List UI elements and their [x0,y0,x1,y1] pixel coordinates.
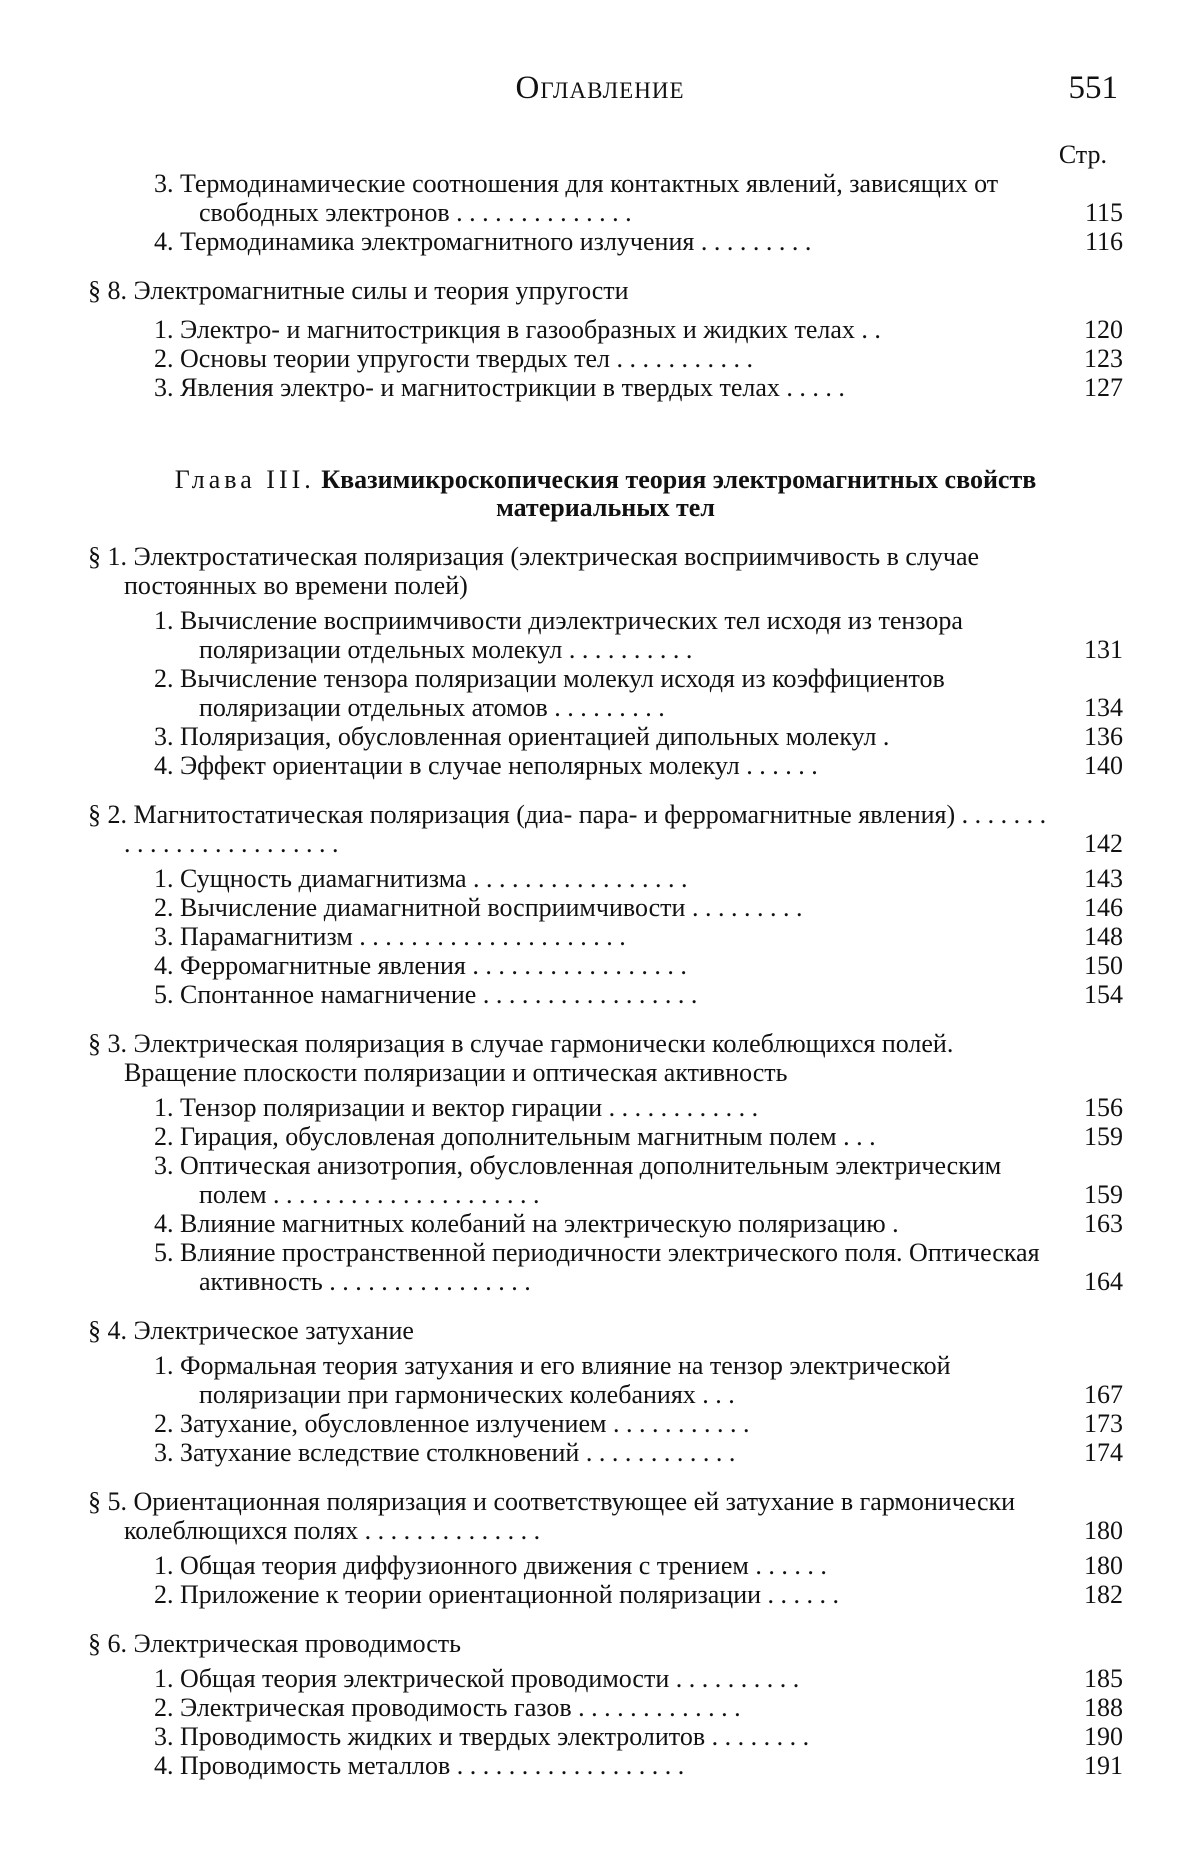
toc-item-text: 2. Затухание, обусловленное излучением . . . . . . . . . . . [154,1409,750,1438]
toc-item [88,722,1123,751]
toc-item [88,951,1123,980]
toc-item [88,664,1123,722]
page-number: 551 [1068,70,1118,106]
toc-item [88,1751,1123,1780]
toc-item [88,1438,1123,1467]
toc-item [88,922,1123,951]
toc-item [88,169,1123,227]
toc-section-title: § 8. Электромагнитные силы и теория упругости [88,276,629,305]
toc-item-page: 123 [1084,344,1123,373]
toc-item-page: 180 [1084,1551,1123,1580]
toc-item-page: 150 [1084,951,1123,980]
toc-item-page: 120 [1084,315,1123,344]
toc-section-title: § 5. Ориентационная поляризация и соответствующее ей затухание в гармонически колеблющихся полях . . . . . . . . . . . . . . [88,1487,1016,1545]
chapter-sections [88,542,1123,1780]
toc-item-text: 3. Затухание вследствие столкновений . . . . . . . . . . . . [154,1438,736,1467]
toc-item-page: 131 [1084,635,1123,664]
toc-item-text: 3. Термодинамические соотношения для контактных явлений, зависящих от свободных электронов . . . . . . . . . . . . . . [154,169,999,227]
toc-item [88,1151,1123,1209]
toc-item [88,606,1123,664]
toc-item-page: 143 [1084,864,1123,893]
toc-item-text: 3. Явления электро- и магнитострикции в твердых телах . . . . . [154,373,845,402]
page-header [0,70,1200,110]
toc-section [88,276,1123,305]
toc-item-page: 173 [1084,1409,1123,1438]
toc-item-text: 3. Проводимость жидких и твердых электролитов . . . . . . . . [154,1722,810,1751]
toc-item-page: 134 [1084,693,1123,722]
toc-item [88,373,1123,402]
toc-item [88,315,1123,344]
toc-item-page: 190 [1084,1722,1123,1751]
toc-section [88,1487,1123,1545]
toc-item-page: 148 [1084,922,1123,951]
toc-item [88,1664,1123,1693]
toc-section-title: § 2. Магнитостатическая поляризация (диа- пара- и ферромагнитные явления) . . . . . . . . . . . . . . . . . . . . . . . . [88,800,1047,858]
chapter-heading [88,466,1123,522]
toc-item [88,1722,1123,1751]
toc-item-text: 1. Общая теория электрической проводимости . . . . . . . . . . [154,1664,800,1693]
toc-item [88,893,1123,922]
toc-item-page: 116 [1084,227,1123,256]
toc-section [88,542,1123,600]
toc-item-text: 2. Гирация, обусловленая дополнительным магнитным полем . . . [154,1122,876,1151]
toc-item-text: 4. Влияние магнитных колебаний на электрическую поляризацию . [154,1209,899,1238]
toc-item-page: 188 [1084,1693,1123,1722]
toc-item [88,1238,1123,1296]
toc-section [88,1029,1123,1087]
toc-item-page: 159 [1084,1122,1123,1151]
toc-item-text: 2. Основы теории упругости твердых тел . . . . . . . . . . . [154,344,754,373]
running-title: Оглавление [515,70,685,106]
toc-item [88,1409,1123,1438]
toc-item-text: 2. Электрическая проводимость газов . . . . . . . . . . . . . [154,1693,741,1722]
toc-item [88,1209,1123,1238]
toc-item [88,751,1123,780]
toc-item-text: 3. Парамагнитизм . . . . . . . . . . . . . . . . . . . . . [154,922,626,951]
chapter-label: Глава III. [174,465,315,494]
toc-item-text: 1. Электро- и магнитострикция в газообразных и жидких телах . . [154,315,881,344]
toc-item-text: 3. Поляризация, обусловленная ориентацией дипольных молекул . [154,722,890,751]
toc-item [88,980,1123,1009]
toc-item-page: 191 [1084,1751,1123,1780]
page-column-label: Стр. [1058,140,1107,169]
toc-item [88,1693,1123,1722]
toc-item [88,227,1123,256]
toc-section-page: 142 [1084,829,1123,858]
chapter-title: Квазимикроскопическия теория электромагнитных свойств материальных тел [321,465,1037,522]
toc-item-page: 159 [1084,1180,1123,1209]
toc-section [88,1316,1123,1345]
toc-item [88,1551,1123,1580]
toc-item-text: 4. Проводимость металлов . . . . . . . . . . . . . . . . . . [154,1751,685,1780]
toc-item [88,1122,1123,1151]
toc-item-text: 3. Оптическая анизотропия, обусловленная дополнительным электрическим полем . . . . . . . . . . . . . . . . . . . . . [154,1151,1002,1209]
toc-item-text: 1. Вычисление восприимчивости диэлектрических тел исходя из тензора поляризации отдельных молекул . . . . . . . . . . [154,606,963,664]
toc-item-page: 174 [1084,1438,1123,1467]
toc-section [88,1629,1123,1658]
toc-item [88,344,1123,373]
toc-item-page: 140 [1084,751,1123,780]
toc-item-text: 5. Влияние пространственной периодичности электрического поля. Оптическая активность . . . . . . . . . . . . . . . . [154,1238,1040,1296]
toc-item [88,1351,1123,1409]
toc-item-page: 154 [1084,980,1123,1009]
toc-item-page: 146 [1084,893,1123,922]
toc-item-text: 1. Тензор поляризации и вектор гирации . . . . . . . . . . . . [154,1093,759,1122]
toc-section-title: § 6. Электрическая проводимость [88,1629,462,1658]
toc-item-text: 5. Спонтанное намагничение . . . . . . . . . . . . . . . . . [154,980,698,1009]
toc-item-text: 2. Вычисление диамагнитной восприимчивости . . . . . . . . . [154,893,803,922]
toc-item-text: 2. Вычисление тензора поляризации молекул исходя из коэффициентов поляризации отдельных атомов . . . . . . . . . [154,664,945,722]
toc-section-title: § 4. Электрическое затухание [88,1316,414,1345]
toc-item-page: 163 [1084,1209,1123,1238]
toc-item-page: 164 [1084,1267,1123,1296]
toc-item-text: 1. Формальная теория затухания и его влияние на тензор электрической поляризации при гармонических колебаниях . . . [154,1351,951,1409]
toc-item-text: 1. Общая теория диффузионного движения с трением . . . . . . [154,1551,827,1580]
toc-item-page: 167 [1084,1380,1123,1409]
toc-item-text: 2. Приложение к теории ориентационной поляризации . . . . . . [154,1580,840,1609]
table-of-contents [88,140,1123,1780]
toc-item-text: 4. Ферромагнитные явления . . . . . . . . . . . . . . . . . [154,951,687,980]
toc-item-text: 4. Эффект ориентации в случае неполярных молекул . . . . . . [154,751,818,780]
toc-item-page: 156 [1084,1093,1123,1122]
toc-section [88,800,1123,858]
toc-item-page: 185 [1084,1664,1123,1693]
toc-item [88,1580,1123,1609]
toc-item-page: 115 [1084,198,1123,227]
toc-item [88,1093,1123,1122]
toc-item [88,864,1123,893]
toc-item-text: 4. Термодинамика электромагнитного излучения . . . . . . . . . [154,227,812,256]
toc-section-title: § 1. Электростатическая поляризация (электрическая восприимчивость в случае постоянных во времени полей) [88,542,980,600]
toc-item-page: 127 [1084,373,1123,402]
toc-item-page: 182 [1084,1580,1123,1609]
toc-section-page: 180 [1084,1516,1123,1545]
toc-section-title: § 3. Электрическая поляризация в случае гармонически колеблющихся полей. Вращение плоскости поляризации и оптическая активность [88,1029,954,1087]
toc-item-page: 136 [1084,722,1123,751]
toc-item-text: 1. Сущность диамагнитизма . . . . . . . . . . . . . . . . . [154,864,688,893]
